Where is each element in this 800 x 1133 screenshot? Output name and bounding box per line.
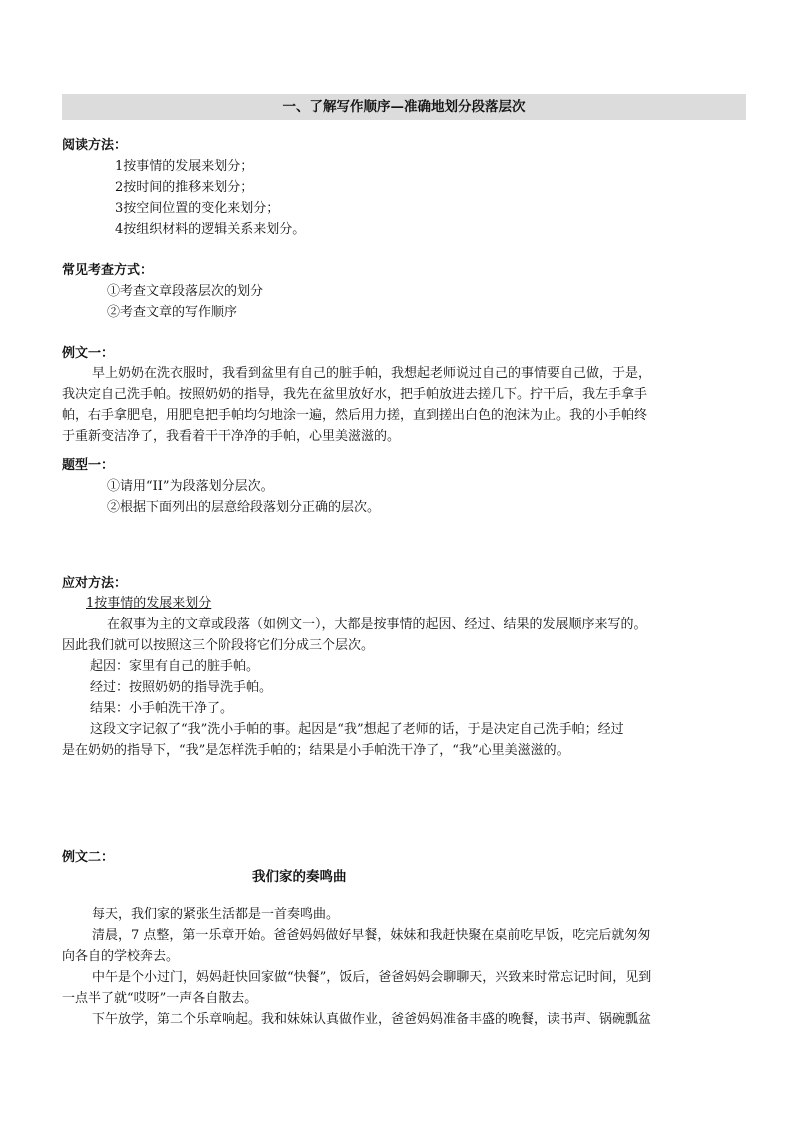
response-heading: 应对方法： [62,576,128,591]
example1-line: 我决定自己洗手帕。按照奶奶的指导，我先在盆里放好水，把手帕放进去搓几下。拧干后，我左手拿手 [62,387,648,402]
response-subheading: 1按事情的发展来划分 [86,596,212,611]
section-title: 一、了解写作顺序—准确地划分段落层次 [62,94,746,120]
response-line: 起因：家里有自己的脏手帕。 [90,659,260,674]
response-line: 是在奶奶的指导下，“我”是怎样洗手帕的；结果是小手帕洗干净了，“我”心里美滋滋的。 [62,743,570,758]
example2-heading: 例文二： [62,850,115,865]
reading-methods-heading: 阅读方法： [62,138,128,153]
reading-method-item: 4按组织材料的逻辑关系来划分。 [115,222,306,237]
question-type1-item: ②根据下面列出的层意给段落划分正确的层次。 [107,500,381,515]
example2-line: 中午是个小过门，妈妈赶快回家做“快餐”，饭后，爸爸妈妈会聊聊天，兴致来时常忘记时间，见到 [92,970,652,985]
example1-line: 早上奶奶在洗衣服时，我看到盆里有自己的脏手帕，我想起老师说过自己的事情要自己做，于是， [92,366,652,381]
common-exam-item: ②考查文章的写作顺序 [107,305,238,320]
question-type1-item: ①请用“II”为段落划分层次。 [107,479,274,494]
response-line: 在叙事为主的文章或段落（如例文一），大都是按事情的起因、经过、结果的发展顺序来写的。 [107,617,647,632]
example2-line: 下午放学，第二个乐章响起。我和妹妹认真做作业，爸爸妈妈准备丰盛的晚餐，读书声、锅碗瓢盆 [92,1012,652,1027]
example2-title: 我们家的奏鸣曲 [252,869,347,885]
reading-method-item: 3按空间位置的变化来划分； [115,201,280,216]
example2-line: 一点半了就“哎呀”一声各自散去。 [62,991,258,1006]
common-exam-item: ①考查文章段落层次的划分 [107,284,264,299]
example1-line: 于重新变洁净了，我看着干干净净的手帕，心里美滋滋的。 [62,429,401,444]
question-type1-heading: 题型一： [62,458,115,473]
reading-method-item: 2按时间的推移来划分； [115,180,254,195]
response-line: 经过：按照奶奶的指导洗手帕。 [90,680,273,695]
response-line: 因此我们就可以按照这三个阶段将它们分成三个层次。 [62,638,375,653]
example2-line: 清晨，7 点整，第一乐章开始。爸爸妈妈做好早餐，妹妹和我赶快聚在桌前吃早饭，吃完后就匆匆 [92,928,651,943]
response-line: 结果：小手帕洗干净了。 [90,701,234,716]
example2-line: 向各自的学校奔去。 [62,949,180,964]
response-line: 这段文字记叙了“我”洗小手帕的事。起因是“我”想起了老师的话，于是决定自己洗手帕；经过 [90,722,624,737]
common-exam-heading: 常见考查方式： [62,263,154,278]
example1-line: 帕，右手拿肥皂，用肥皂把手帕均匀地涂一遍，然后用力搓，直到搓出白色的泡沫为止。我的小手帕终 [62,408,648,423]
example2-line: 每天，我们家的紧张生活都是一首奏鸣曲。 [92,907,340,922]
reading-method-item: 1按事情的发展来划分； [115,159,254,174]
example1-heading: 例文一： [62,346,115,361]
